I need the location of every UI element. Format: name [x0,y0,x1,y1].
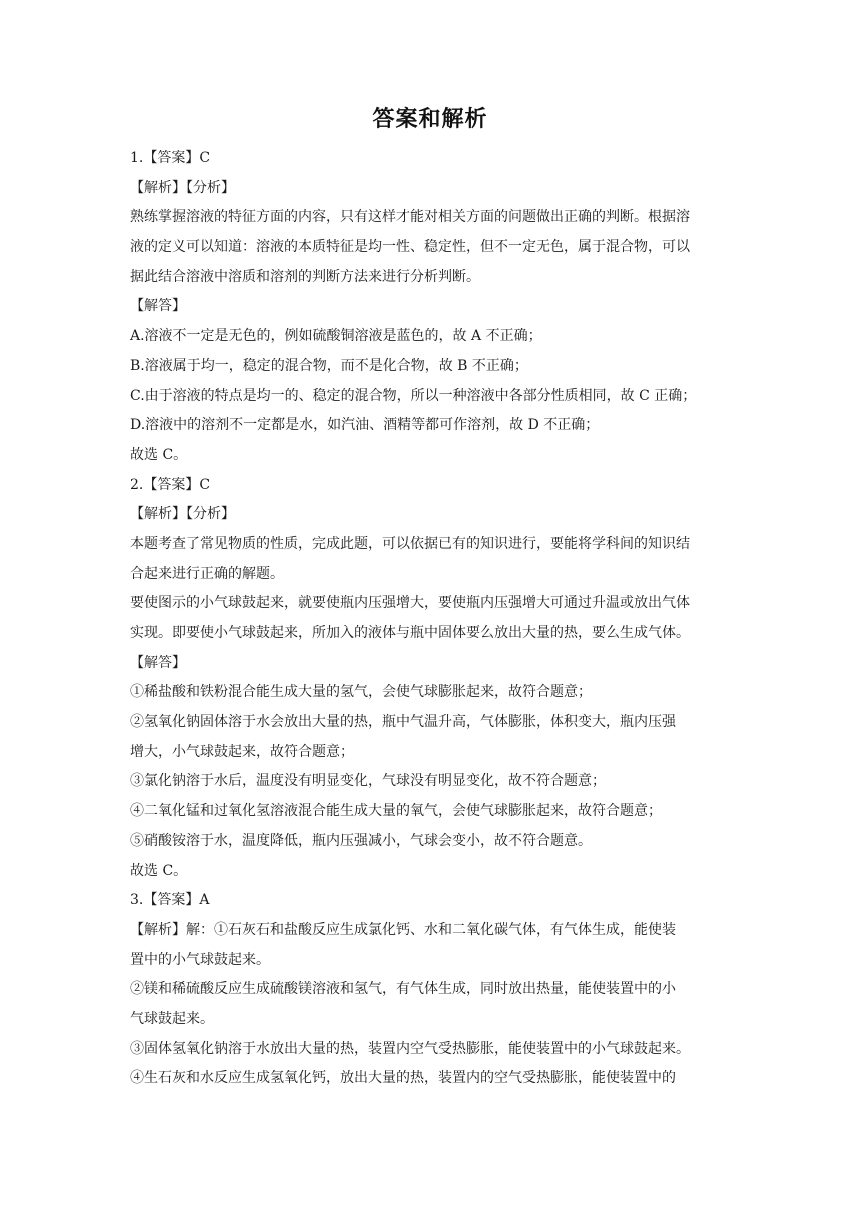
text-line: 故选 C。 [130,862,188,879]
text-line: 置中的小气球鼓起来。 [130,951,270,968]
text-line: 【解答】 [130,298,186,315]
text-line: ③氯化钠溶于水后，温度没有明显变化，气球没有明显变化，故不符合题意； [130,773,606,790]
text-line: ④二氧化锰和过氧化氢溶液混合能生成大量的氧气，会使气球膨胀起来，故符合题意； [130,803,662,820]
text-line: ③固体氢氧化钠溶于水放出大量的热，装置内空气受热膨胀，能使装置中的小气球鼓起来。 [130,1040,690,1057]
text-line: 增大，小气球鼓起来，故符合题意； [130,743,354,760]
text-line: 【解析】解：①石灰石和盐酸反应生成氯化钙、水和二氧化碳气体，有气体生成，能使装 [130,921,676,938]
answer-body [130,144,735,1094]
text-line: C.由于溶液的特点是均一的、稳定的混合物，所以一种溶液中各部分性质相同，故 C 正确； [130,387,697,404]
text-line: 【解答】 [130,654,186,671]
text-line: 实现。即要使小气球鼓起来，所加入的液体与瓶中固体要么放出大量的热，要么生成气体。 [130,625,690,641]
text-line: 熟练掌握溶液的特征方面的内容，只有这样才能对相关方面的问题做出正确的判断。根据溶 [130,209,690,226]
text-line: 本题考查了常见物质的性质，完成此题，可以依据已有的知识进行，要能将学科间的知识结 [130,535,690,552]
text-line: 据此结合溶液中溶质和溶剂的判断方法来进行分析判断。 [130,268,480,285]
text-line: A.溶液不一定是无色的，例如硫酸铜溶液是蓝色的，故 A 不正确； [130,328,542,345]
page-title: 答案和解析 [372,106,488,132]
text-line: 3.【答案】A [130,892,210,909]
text-line: ⑤硝酸铵溶于水，温度降低，瓶内压强减小，气球会变小，故不符合题意。 [130,832,592,849]
text-line: 【解析】【分析】 [130,506,235,523]
text-line: 液的定义可以知道：溶液的本质特征是均一性、稳定性，但不一定无色，属于混合物，可以 [130,239,690,256]
text-line: ①稀盐酸和铁粉混合能生成大量的氢气，会使气球膨胀起来，故符合题意； [130,684,592,701]
text-line: 要使图示的小气球鼓起来，就要使瓶内压强增大，要使瓶内压强增大可通过升温或放出气体 [130,595,690,612]
text-line: B.溶液属于均一，稳定的混合物，而不是化合物，故 B 不正确； [130,357,528,374]
text-line: ②镁和稀硫酸反应生成硫酸镁溶液和氢气，有气体生成，同时放出热量，能使装置中的小 [130,981,676,998]
text-line: 【解析】【分析】 [130,179,235,196]
text-line: ②氢氧化钠固体溶于水会放出大量的热，瓶中气温升高，气体膨胀，体积变大，瓶内压强 [130,714,676,731]
text-line: ④生石灰和水反应生成氢氧化钙，放出大量的热，装置内的空气受热膨胀，能使装置中的 [130,1070,676,1087]
text-line: 2.【答案】C [130,476,211,493]
text-line: 气球鼓起来。 [130,1010,214,1027]
text-line: 1.【答案】C [130,150,211,166]
text-line: 合起来进行正确的解题。 [130,565,284,582]
text-line: 故选 C。 [130,446,188,463]
text-line: D.溶液中的溶剂不一定都是水，如汽油、酒精等都可作溶剂，故 D 不正确； [130,417,600,434]
